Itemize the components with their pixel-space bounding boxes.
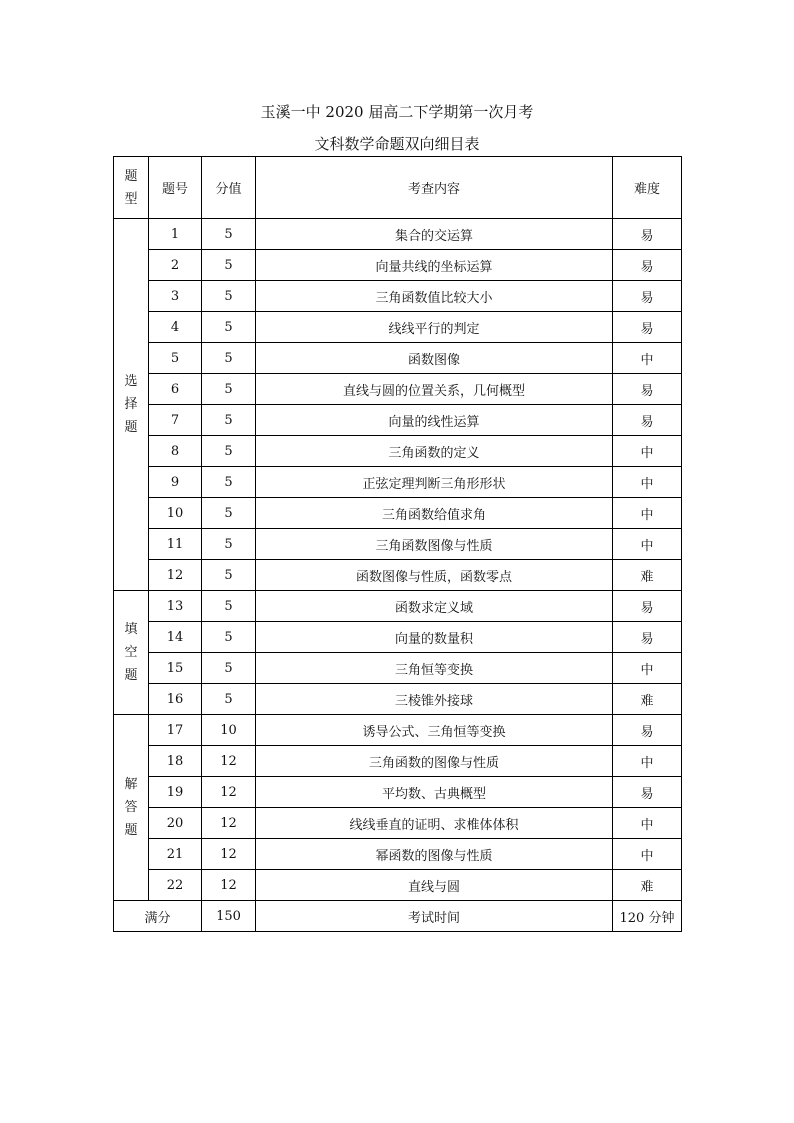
table-body	[114, 157, 682, 932]
difficulty-cell: 易	[613, 374, 682, 405]
score-cell: 5	[202, 374, 256, 405]
table-row	[114, 374, 682, 405]
total-label-cell: 满分	[114, 901, 202, 932]
question-number-cell: 13	[149, 591, 202, 622]
content-cell: 三角函数的定义	[256, 436, 613, 467]
score-cell: 12	[202, 870, 256, 901]
content-cell: 直线与圆	[256, 870, 613, 901]
difficulty-cell: 中	[613, 467, 682, 498]
score-cell: 5	[202, 591, 256, 622]
score-cell: 5	[202, 219, 256, 250]
question-type-cell: 解 答 题	[114, 715, 149, 901]
content-cell: 三角恒等变换	[256, 653, 613, 684]
question-number-cell: 20	[149, 808, 202, 839]
question-number-cell: 11	[149, 529, 202, 560]
difficulty-cell: 中	[613, 746, 682, 777]
exam-time-label-cell: 考试时间	[256, 901, 613, 932]
difficulty-cell: 易	[613, 622, 682, 653]
content-cell: 三角函数的图像与性质	[256, 746, 613, 777]
score-cell: 5	[202, 343, 256, 374]
score-cell: 5	[202, 560, 256, 591]
question-number-cell: 9	[149, 467, 202, 498]
difficulty-cell: 难	[613, 870, 682, 901]
question-number-cell: 6	[149, 374, 202, 405]
score-cell: 12	[202, 746, 256, 777]
table-row	[114, 436, 682, 467]
content-cell: 正弦定理判断三角形形状	[256, 467, 613, 498]
table-row	[114, 653, 682, 684]
footer-row	[114, 901, 682, 932]
question-number-cell: 12	[149, 560, 202, 591]
question-number-cell: 8	[149, 436, 202, 467]
difficulty-cell: 中	[613, 343, 682, 374]
content-cell: 三角函数值比较大小	[256, 281, 613, 312]
table-row	[114, 808, 682, 839]
content-cell: 线线垂直的证明、求椎体体积	[256, 808, 613, 839]
document-subtitle: 文科数学命题双向细目表	[314, 135, 480, 153]
difficulty-cell: 中	[613, 839, 682, 870]
table-row	[114, 839, 682, 870]
content-cell: 向量的线性运算	[256, 405, 613, 436]
difficulty-cell: 易	[613, 715, 682, 746]
score-cell: 12	[202, 777, 256, 808]
content-cell: 平均数、古典概型	[256, 777, 613, 808]
content-cell: 三角函数给值求角	[256, 498, 613, 529]
content-cell: 三角函数图像与性质	[256, 529, 613, 560]
difficulty-cell: 中	[613, 529, 682, 560]
score-cell: 5	[202, 281, 256, 312]
table-row	[114, 250, 682, 281]
question-type-cell: 填 空 题	[114, 591, 149, 715]
content-cell: 直线与圆的位置关系，几何概型	[256, 374, 613, 405]
content-cell: 线线平行的判定	[256, 312, 613, 343]
score-cell: 5	[202, 653, 256, 684]
question-number-cell: 4	[149, 312, 202, 343]
score-cell: 12	[202, 808, 256, 839]
table-row	[114, 281, 682, 312]
content-cell: 集合的交运算	[256, 219, 613, 250]
table-row	[114, 870, 682, 901]
difficulty-cell: 易	[613, 281, 682, 312]
table-row	[114, 560, 682, 591]
header-difficulty: 难度	[613, 157, 682, 219]
difficulty-cell: 中	[613, 498, 682, 529]
header-content: 考查内容	[256, 157, 613, 219]
score-cell: 5	[202, 529, 256, 560]
question-number-cell: 14	[149, 622, 202, 653]
difficulty-cell: 难	[613, 560, 682, 591]
table-row	[114, 343, 682, 374]
content-cell: 函数图像与性质，函数零点	[256, 560, 613, 591]
exam-time-value-cell: 120 分钟	[613, 901, 682, 932]
difficulty-cell: 易	[613, 250, 682, 281]
score-cell: 5	[202, 467, 256, 498]
table-row	[114, 498, 682, 529]
score-cell: 5	[202, 498, 256, 529]
content-cell: 向量的数量积	[256, 622, 613, 653]
question-type-cell: 选 择 题	[114, 219, 149, 591]
question-number-cell: 21	[149, 839, 202, 870]
question-number-cell: 1	[149, 219, 202, 250]
question-number-cell: 7	[149, 405, 202, 436]
question-number-cell: 22	[149, 870, 202, 901]
question-number-cell: 10	[149, 498, 202, 529]
question-number-cell: 3	[149, 281, 202, 312]
difficulty-cell: 易	[613, 777, 682, 808]
difficulty-cell: 易	[613, 312, 682, 343]
question-number-cell: 18	[149, 746, 202, 777]
difficulty-cell: 难	[613, 684, 682, 715]
difficulty-cell: 中	[613, 436, 682, 467]
total-score-cell: 150	[202, 901, 256, 932]
content-cell: 三棱锥外接球	[256, 684, 613, 715]
question-number-cell: 17	[149, 715, 202, 746]
document-title: 玉溪一中 2020 届高二下学期第一次月考	[260, 103, 534, 121]
question-number-cell: 19	[149, 777, 202, 808]
content-cell: 诱导公式、三角恒等变换	[256, 715, 613, 746]
score-cell: 12	[202, 839, 256, 870]
table-row	[114, 312, 682, 343]
table-row	[114, 405, 682, 436]
score-cell: 5	[202, 622, 256, 653]
score-cell: 5	[202, 436, 256, 467]
content-cell: 函数图像	[256, 343, 613, 374]
header-number: 题号	[149, 157, 202, 219]
score-cell: 5	[202, 312, 256, 343]
table-row	[114, 622, 682, 653]
header-type: 题 型	[114, 157, 149, 219]
table-row	[114, 529, 682, 560]
score-cell: 5	[202, 250, 256, 281]
question-number-cell: 15	[149, 653, 202, 684]
table-row	[114, 467, 682, 498]
table-row	[114, 746, 682, 777]
difficulty-cell: 中	[613, 653, 682, 684]
score-cell: 5	[202, 684, 256, 715]
score-cell: 5	[202, 405, 256, 436]
difficulty-cell: 中	[613, 808, 682, 839]
score-cell: 10	[202, 715, 256, 746]
header-score: 分值	[202, 157, 256, 219]
question-number-cell: 2	[149, 250, 202, 281]
table-row	[114, 219, 682, 250]
table-row	[114, 777, 682, 808]
specification-table	[113, 156, 682, 932]
table-row	[114, 591, 682, 622]
header-row	[114, 157, 682, 219]
content-cell: 向量共线的坐标运算	[256, 250, 613, 281]
content-cell: 幂函数的图像与性质	[256, 839, 613, 870]
difficulty-cell: 易	[613, 591, 682, 622]
question-number-cell: 16	[149, 684, 202, 715]
table-row	[114, 715, 682, 746]
difficulty-cell: 易	[613, 219, 682, 250]
question-number-cell: 5	[149, 343, 202, 374]
difficulty-cell: 易	[613, 405, 682, 436]
content-cell: 函数求定义域	[256, 591, 613, 622]
table-row	[114, 684, 682, 715]
